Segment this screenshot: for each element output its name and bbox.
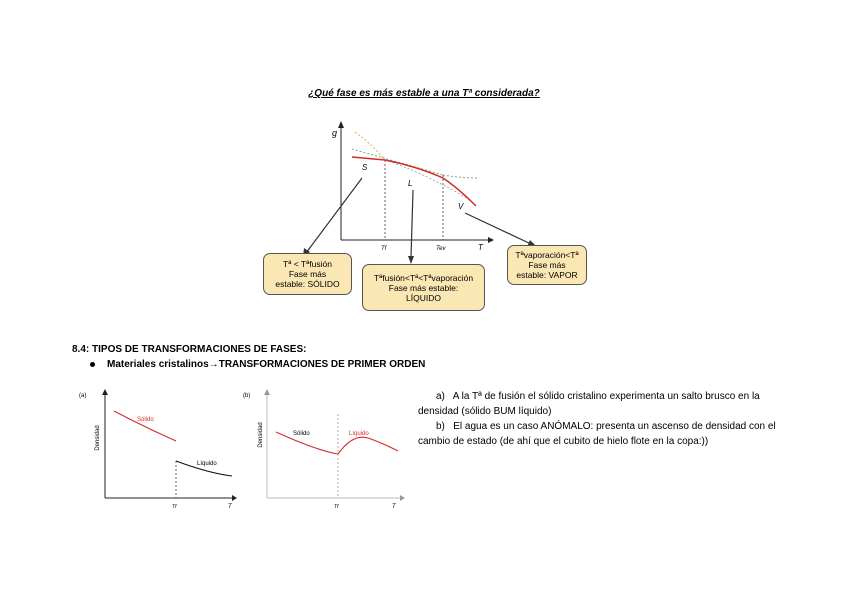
liquid-callout — [362, 264, 485, 311]
vapor-callout-arrow — [465, 213, 531, 244]
plot-a-x-label: T — [228, 504, 232, 510]
vapor-callout — [507, 245, 587, 285]
vapor-callout-line-1: Tªvaporación<Tª — [515, 250, 579, 260]
vapor-callout-line-3: estable: VAPOR — [516, 270, 578, 280]
plot-a-y-label: Densidad — [95, 425, 101, 451]
gibbs-x-label: T — [478, 243, 483, 252]
liquid-callout-line-2: Fase más estable: — [388, 282, 459, 293]
plot-b-liquid-label: Líquido — [349, 431, 369, 437]
gibbs-y-arrow — [338, 121, 344, 128]
note-b-marker: b) — [436, 421, 445, 432]
plot-b-panel-label: (b) — [243, 393, 251, 399]
solid-callout-line-1: Tª < Tªfusión — [283, 259, 332, 269]
plot-b-x-arrow — [400, 495, 405, 501]
liquid-callout-arrow — [411, 190, 413, 258]
plot-b-solid-label: Sólido — [293, 431, 310, 437]
note-a-text: A la Tª de fusión el sólido cristalino experimenta un salto brusco en la densidad (sólido BUM líquido) — [418, 391, 760, 417]
solid-callout-line-3: estable: SÓLIDO — [275, 279, 340, 289]
plot-a-panel-label: (a) — [79, 393, 87, 399]
explanatory-notes — [418, 389, 778, 449]
bullet-text: Materiales cristalinos→TRANSFORMACIONES DE PRIMER ORDEN — [107, 359, 426, 370]
note-b — [418, 419, 778, 449]
diagram-question: ¿Qué fase es más estable a una Tª considerada? — [308, 88, 540, 99]
plot-a-x-arrow — [232, 495, 237, 501]
gibbs-x-arrow — [488, 237, 494, 243]
plot-a-solid-curve — [114, 411, 176, 441]
plot-a-solid-label: Sólido — [137, 417, 154, 423]
note-a-marker: a) — [436, 391, 445, 402]
liquid-callout-line-1: Tªfusión<Tª<Tªvaporación — [373, 272, 474, 283]
plot-b-x-label: T — [392, 504, 396, 510]
tick-vapor: Tev — [436, 246, 446, 252]
section-title: 8.4: TIPOS DE TRANSFORMACIONES DE FASES: — [72, 344, 307, 355]
phase-l-label: L — [408, 179, 413, 188]
solid-callout-arrow — [306, 178, 362, 253]
plot-b-y-arrow — [264, 389, 270, 395]
density-plots — [0, 380, 420, 520]
liquid-dotted-tail — [443, 175, 478, 178]
note-a — [418, 389, 778, 419]
vapor-callout-line-2: Fase más — [528, 260, 566, 270]
plot-b-liquid-curve — [338, 437, 398, 454]
plot-a-y-arrow — [102, 389, 108, 395]
phase-s-label: S — [362, 163, 368, 172]
phase-v-label: V — [458, 202, 464, 211]
plot-b-y-label: Densidad — [258, 422, 264, 448]
liquid-dotted-extension — [355, 132, 385, 160]
solid-dotted-tail — [385, 160, 470, 200]
stable-phase-curve — [352, 157, 476, 206]
solid-callout — [263, 253, 352, 295]
bullet-item — [90, 359, 425, 370]
liquid-arrowhead — [408, 256, 414, 264]
bullet-dot — [90, 362, 95, 367]
plot-a-liquid-label: Líquido — [197, 461, 217, 467]
solid-callout-line-2: Fase más — [288, 269, 327, 279]
note-b-text: El agua es un caso ANÓMALO: presenta un ascenso de densidad con el cambio de estado (de ahí que el cubito de hielo flote en la copa:)) — [418, 421, 776, 447]
plot-a-tick: Tf — [172, 504, 177, 510]
plot-b-tick: Tf — [334, 504, 339, 510]
tick-fusion: Tf — [381, 246, 387, 252]
gibbs-y-label: g — [332, 128, 338, 138]
liquid-callout-line-3: LÍQUIDO — [406, 292, 441, 303]
